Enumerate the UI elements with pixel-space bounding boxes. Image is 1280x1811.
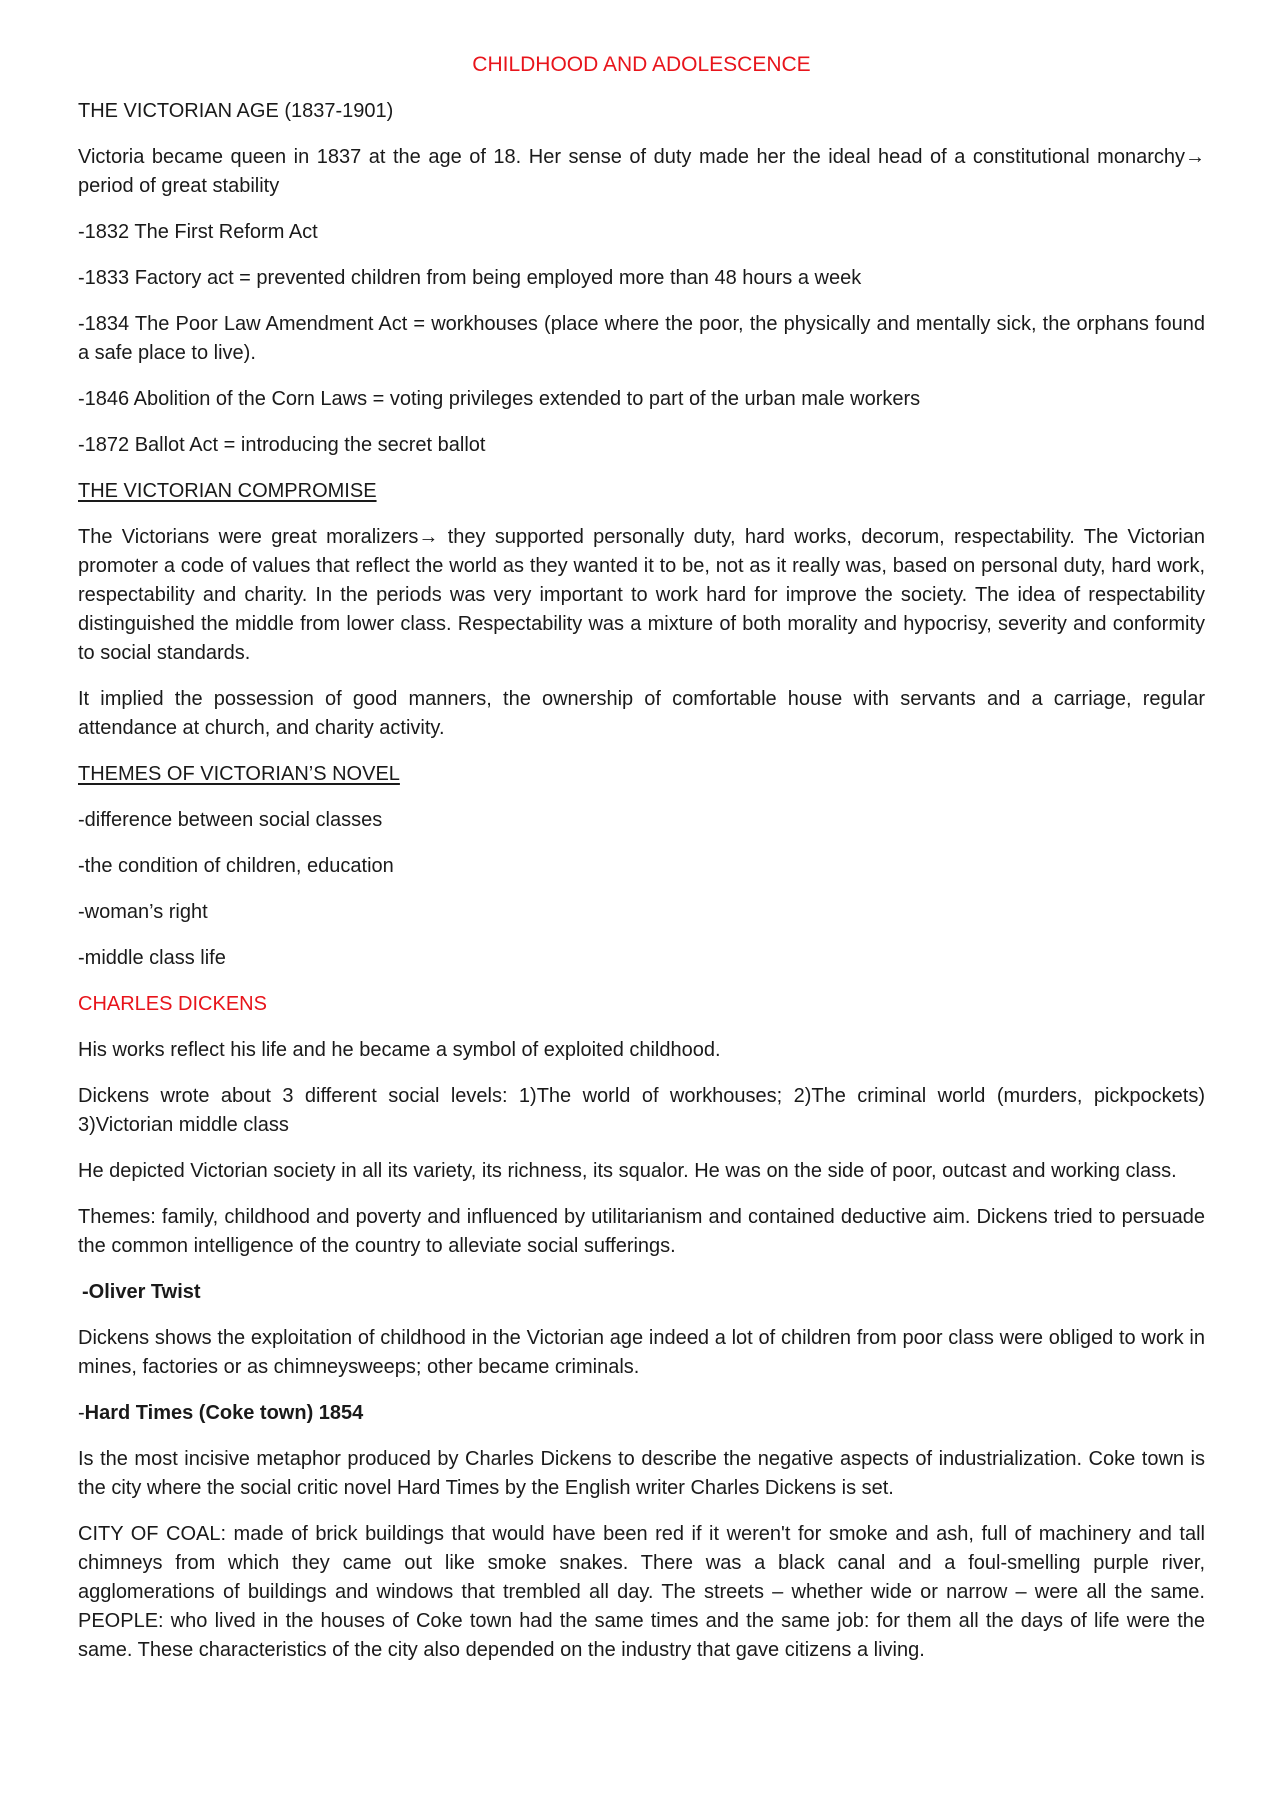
theme-item: -middle class life (78, 947, 226, 969)
section-heading-themes: THEMES OF VICTORIAN’S NOVEL (78, 763, 400, 785)
hard-times-heading-line (78, 1399, 1205, 1428)
event-1846: -1846 Abolition of the Corn Laws = voting privileges extended to part of the urban male workers (78, 388, 921, 410)
oliver-twist-text: Dickens shows the exploitation of childhood in the Victorian age indeed a lot of children from poor class were obliged to work in mines, factories or as chimneysweeps; other became criminals. (78, 1327, 1205, 1378)
dickens-paragraph-2: Dickens wrote about 3 different social levels: 1)The world of workhouses; 2)The criminal world (murders, pickpockets) 3)Victorian middle class (78, 1085, 1205, 1136)
compromise-paragraph-2: It implied the possession of good manners, the ownership of comfortable house with servants and a carriage, regular attendance at church, and charity activity. (78, 688, 1205, 739)
hard-times-heading: Hard Times (Coke town) 1854 (84, 1402, 364, 1424)
section-heading-victorian-age: THE VICTORIAN AGE (1837-1901) (78, 100, 394, 122)
oliver-twist-heading: -Oliver Twist (82, 1281, 201, 1303)
hard-times-dash: - (78, 1402, 85, 1424)
dickens-paragraph-3: He depicted Victorian society in all its variety, its richness, its squalor. He was on the side of poor, outcast and working class. (78, 1160, 1177, 1182)
hard-times-text: Is the most incisive metaphor produced by Charles Dickens to describe the negative aspects of industrialization. Coke town is the city where the social critic novel Hard Times by the English writer Charles Dickens is set. (78, 1448, 1205, 1499)
document-page (78, 50, 1205, 1682)
dickens-paragraph-4: Themes: family, childhood and poverty and influenced by utilitarianism and contained deductive aim. Dickens tried to persuade the common intelligence of the country to alleviate social sufferings. (78, 1206, 1205, 1257)
victorian-age-intro: Victoria became queen in 1837 at the age of 18. Her sense of duty made her the ideal head of a constitutional monarchy→ period of great stability (78, 146, 1205, 197)
event-1872: -1872 Ballot Act = introducing the secret ballot (78, 434, 486, 456)
compromise-paragraph-1: The Victorians were great moralizers→ they supported personally duty, hard works, decorum, respectability. The Victorian promoter a code of values that reflect the world as they wanted it to be, not as it really was, based on personal duty, hard work, respectability and charity. In the periods was very important to work hard for improve the society. The idea of respectability distinguished the middle from lower class. Respectability was a mixture of both morality and hypocrisy, severity and conformity to social standards. (78, 526, 1205, 664)
page-title: CHILDHOOD AND ADOLESCENCE (472, 53, 811, 76)
section-heading-dickens: CHARLES DICKENS (78, 993, 267, 1015)
event-1832: -1832 The First Reform Act (78, 221, 318, 243)
dickens-paragraph-1: His works reflect his life and he became a symbol of exploited childhood. (78, 1039, 721, 1061)
theme-item: -difference between social classes (78, 809, 383, 831)
event-1834: -1834 The Poor Law Amendment Act = workhouses (place where the poor, the physically and mentally sick, the orphans found a safe place to live). (78, 313, 1205, 364)
theme-item: -the condition of children, education (78, 855, 394, 877)
event-1833: -1833 Factory act = prevented children from being employed more than 48 hours a week (78, 267, 862, 289)
section-heading-compromise: THE VICTORIAN COMPROMISE (78, 480, 377, 502)
city-of-coal-text: CITY OF COAL: made of brick buildings that would have been red if it weren't for smoke and ash, full of machinery and tall chimneys from which they came out like smoke snakes. There was a black canal and a foul-smelling purple river, agglomerations of buildings and windows that trembled all day. The streets – whether wide or narrow – were all the same. PEOPLE: who lived in the houses of Coke town had the same times and the same job: for them all the days of life were the same. These characteristics of the city also depended on the industry that gave citizens a living. (78, 1523, 1205, 1661)
theme-item: -woman’s right (78, 901, 208, 923)
